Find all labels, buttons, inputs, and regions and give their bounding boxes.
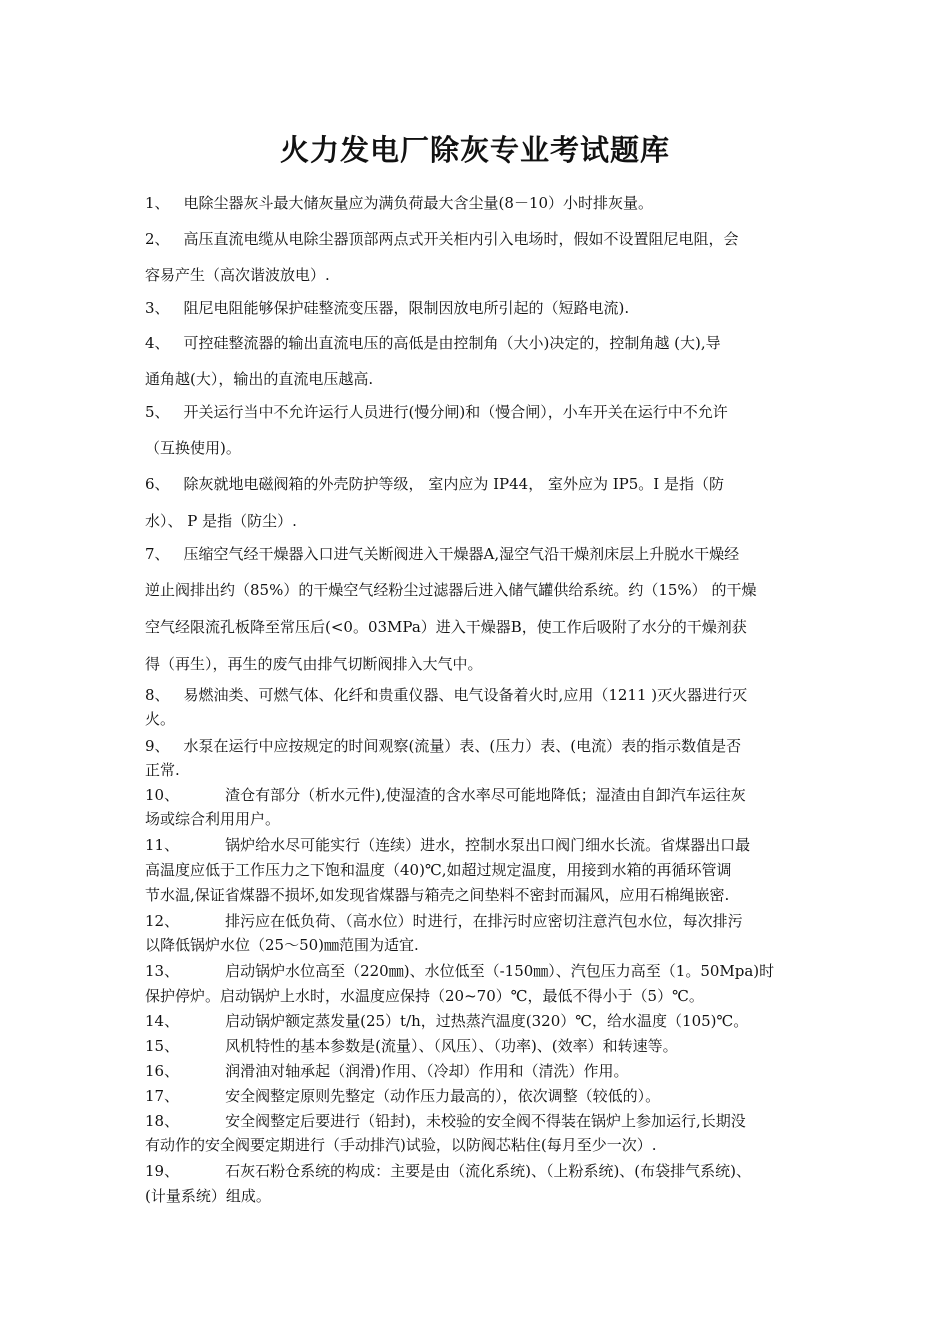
- question-line-continued: [145, 579, 815, 600]
- question-text: 阻尼电阻能够保护硅整流变压器，限制因放电所引起的（短路电流).: [183, 299, 630, 317]
- question-text: 节水温,保证省煤器不损坏,如发现省煤器与箱壳之间垫料不密封而漏风，应用石棉绳嵌密.: [145, 886, 730, 904]
- question-number: 17、: [145, 1087, 180, 1105]
- question-text: 除灰就地电磁阀箱的外壳防护等级， 室内应为 IP44， 室外应为 IP5。I 是指（防: [183, 475, 724, 493]
- question-text: 排污应在低负荷、（高水位）时进行，在排污时应密切注意汽包水位，每次排污: [225, 912, 743, 930]
- question-text: 空气经限流孔板降至常压后(<0。03MPa）进入干燥器B，使工作后吸附了水分的干燥剂获: [145, 618, 747, 636]
- question-number: 9、: [145, 737, 170, 755]
- question-line-first: [145, 332, 815, 353]
- question-text: 场或综合利用用户。: [145, 810, 281, 828]
- question-number: 16、: [145, 1062, 180, 1080]
- question-line-continued: [145, 264, 815, 285]
- question-line-first: [145, 1110, 815, 1131]
- question-text: 有动作的安全阀要定期进行（手动排汽)试验，以防阀芯粘住(每月至少一次）.: [145, 1136, 657, 1154]
- page-title: 火力发电厂除灰专业考试题库: [279, 133, 670, 167]
- question-text: 安全阀整定原则先整定（动作压力最高的），依次调整（较低的）。: [225, 1087, 661, 1105]
- question-number: 12、: [145, 912, 180, 930]
- question-line-first: [145, 401, 815, 422]
- question-number: 1、: [145, 194, 170, 212]
- question-number: 4、: [145, 334, 170, 352]
- question-line-first: [145, 473, 815, 494]
- question-line-continued: [145, 1134, 815, 1155]
- question-text: 启动锅炉额定蒸发量(25）t/h，过热蒸汽温度(320）℃，给水温度（105)℃。: [225, 1012, 749, 1030]
- question-text: 得（再生），再生的废气由排气切断阀排入大气中。: [145, 655, 483, 673]
- question-number: 11、: [145, 836, 180, 854]
- question-line-first: [145, 1085, 815, 1106]
- question-text: 压缩空气经干燥器入口进气关断阀进入干燥器A,湿空气沿干燥剂床层上升脱水干燥经: [183, 545, 740, 563]
- question-text: 以降低锅炉水位（25～50)㎜范围为适宜.: [145, 936, 419, 954]
- question-line-first: [145, 192, 815, 213]
- question-number: 15、: [145, 1037, 180, 1055]
- question-number: 8、: [145, 686, 170, 704]
- question-text: (计量系统）组成。: [145, 1187, 271, 1205]
- question-number: 7、: [145, 545, 170, 563]
- question-number: 3、: [145, 299, 170, 317]
- question-line-first: [145, 735, 815, 756]
- question-number: 19、: [145, 1162, 180, 1180]
- question-line-first: [145, 784, 815, 805]
- question-text: 逆止阀排出约（85%）的干燥空气经粉尘过滤器后进入储气罐供给系统。约（15%） 的干燥: [145, 581, 757, 599]
- question-number: 6、: [145, 475, 170, 493]
- question-line-continued: [145, 934, 815, 955]
- question-text: 锅炉给水尽可能实行（连续）进水，控制水泵出口阀门细水长流。省煤器出口最: [225, 836, 751, 854]
- question-line-continued: [145, 653, 815, 674]
- question-text: （互换使用)。: [145, 439, 241, 457]
- question-text: 易燃油类、可燃气体、化纤和贵重仪器、电气设备着火时,应用（1211 )灭火器进行灭: [183, 686, 748, 704]
- question-line-continued: [145, 859, 815, 880]
- question-text: 启动锅炉水位高至（220㎜)、水位低至（-150㎜）、汽包压力高至（1。50Mpa)时: [225, 962, 775, 980]
- question-text: 水泵在运行中应按规定的时间观察(流量）表、(压力）表、(电流）表的指示数值是否: [183, 737, 742, 755]
- question-text: 保护停炉。启动锅炉上水时，水温度应保持（20~70）℃，最低不得小于（5）℃。: [145, 987, 704, 1005]
- question-text: 通角越(大），输出的直流电压越高.: [145, 370, 374, 388]
- question-text: 水）、 P 是指（防尘）.: [145, 512, 297, 530]
- question-text: 高压直流电缆从电除尘器顶部两点式开关柜内引入电场时，假如不设置阻尼电阻，会: [183, 230, 739, 248]
- question-number: 10、: [145, 786, 180, 804]
- question-text: 风机特性的基本参数是(流量）、（风压）、（功率)、(效率）和转速等。: [225, 1037, 678, 1055]
- question-number: 18、: [145, 1112, 180, 1130]
- question-line-continued: [145, 368, 815, 389]
- question-line-continued: [145, 616, 815, 637]
- question-number: 13、: [145, 962, 180, 980]
- question-line-continued: [145, 808, 815, 829]
- question-line-continued: [145, 708, 815, 729]
- question-number: 5、: [145, 403, 170, 421]
- question-line-first: [145, 543, 815, 564]
- question-text: 开关运行当中不允许运行人员进行(慢分闸)和（慢合闸），小车开关在运行中不允许: [183, 403, 728, 421]
- question-text: 渣仓有部分（析水元件),使湿渣的含水率尽可能地降低；湿渣由自卸汽车运往灰: [225, 786, 746, 804]
- question-text: 容易产生（高次谐波放电）.: [145, 266, 330, 284]
- question-line-continued: [145, 985, 815, 1006]
- question-line-first: [145, 684, 815, 705]
- question-line-first: [145, 1060, 815, 1081]
- question-number: 2、: [145, 230, 170, 248]
- question-text: 润滑油对轴承起（润滑)作用、（冷却）作用和（清洗）作用。: [225, 1062, 629, 1080]
- question-text: 火。: [145, 710, 176, 728]
- question-line-first: [145, 1035, 815, 1056]
- question-text: 石灰石粉仓系统的构成：主要是由（流化系统)、（上粉系统)、(布袋排气系统)、: [225, 1162, 752, 1180]
- question-line-first: [145, 1160, 815, 1181]
- question-number: 14、: [145, 1012, 180, 1030]
- question-line-first: [145, 1010, 815, 1031]
- question-line-first: [145, 960, 815, 981]
- question-line-continued: [145, 1185, 815, 1206]
- question-line-first: [145, 910, 815, 931]
- question-text: 安全阀整定后要进行（铅封)，未校验的安全阀不得装在锅炉上参加运行,长期没: [225, 1112, 746, 1130]
- question-line-continued: [145, 437, 815, 458]
- question-line-continued: [145, 510, 815, 531]
- question-text: 正常.: [145, 761, 180, 779]
- question-line-continued: [145, 884, 815, 905]
- question-line-first: [145, 228, 815, 249]
- question-line-continued: [145, 759, 815, 780]
- question-line-first: [145, 297, 815, 318]
- question-text: 可控硅整流器的输出直流电压的高低是由控制角（大小)决定的，控制角越 (大),导: [183, 334, 721, 352]
- question-text: 电除尘器灰斗最大储灰量应为满负荷最大含尘量(8－10）小时排灰量。: [183, 194, 654, 212]
- question-line-first: [145, 834, 815, 855]
- question-text: 高温度应低于工作压力之下饱和温度（40)℃,如超过规定温度，用接到水箱的再循环管调: [145, 861, 732, 879]
